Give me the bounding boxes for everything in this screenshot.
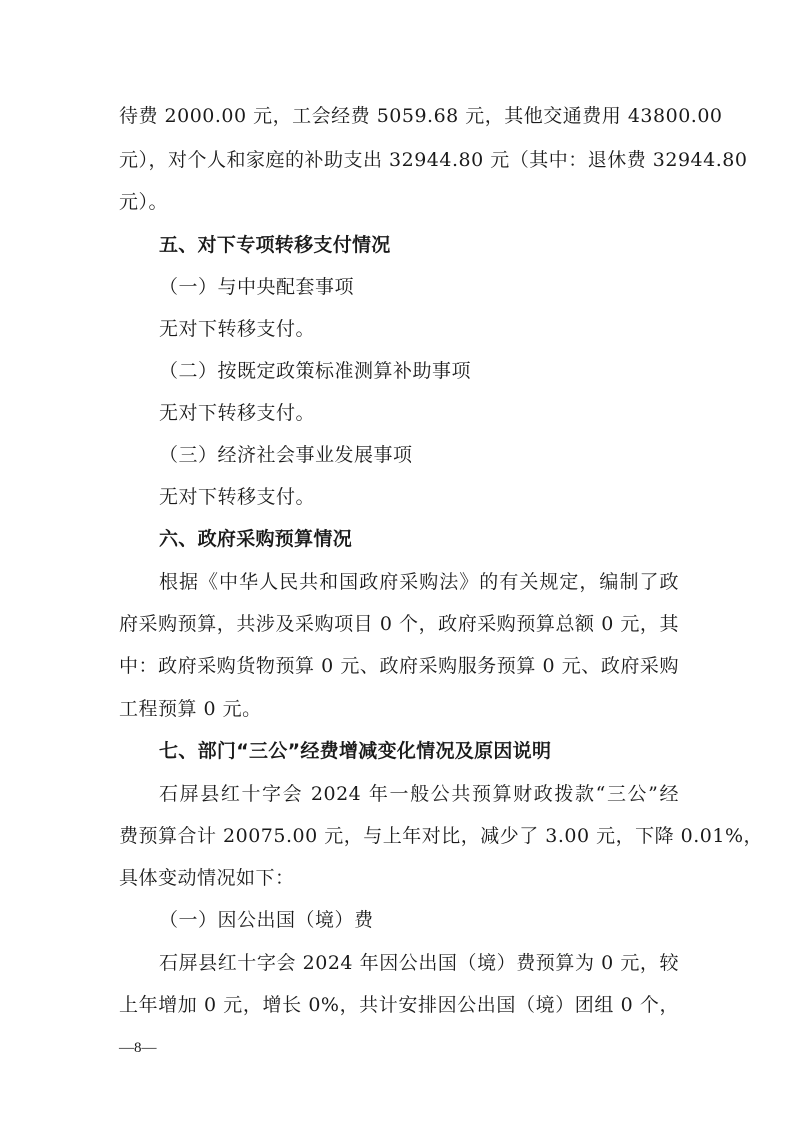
subsection-heading: （一）与中央配套事项 [159, 276, 355, 298]
body-text-line: 石屏县红十字会 2024 年因公出国（境）费预算为 0 元，较 [159, 952, 679, 974]
body-text-line: 元），对个人和家庭的补助支出 32944.80 元（其中：退休费 32944.80 [119, 149, 748, 171]
section-heading: 七、部门“三公”经费增减变化情况及原因说明 [159, 740, 552, 762]
body-text-line: 元）。 [119, 191, 169, 213]
body-text-line: 无对下转移支付。 [159, 402, 316, 424]
subsection-heading: （三）经济社会事业发展事项 [159, 444, 413, 466]
body-text-line: 无对下转移支付。 [159, 318, 316, 340]
body-text-line: 待费 2000.00 元，工会经费 5059.68 元，其他交通费用 43800.00 [119, 105, 723, 127]
body-text-line: 根据《中华人民共和国政府采购法》的有关规定，编制了政 [159, 571, 679, 593]
body-text-line: 工程预算 0 元。 [119, 698, 262, 720]
subsection-heading: （一）因公出国（境）费 [159, 909, 374, 931]
body-text-line: 具体变动情况如下： [119, 867, 295, 889]
section-heading: 六、政府采购预算情况 [159, 528, 353, 550]
body-text-line: 无对下转移支付。 [159, 486, 316, 508]
subsection-heading: （二）按既定政策标准测算补助事项 [159, 360, 472, 382]
section-heading: 五、对下专项转移支付情况 [159, 234, 391, 256]
page-number: —8— [119, 1040, 157, 1056]
body-text-line: 府采购预算，共涉及采购项目 0 个，政府采购预算总额 0 元，其 [119, 613, 679, 635]
body-text-line: 中：政府采购货物预算 0 元、政府采购服务预算 0 元、政府采购 [119, 655, 679, 677]
body-text-line: 石屏县红十字会 2024 年一般公共预算财政拨款“三公”经 [159, 783, 679, 805]
body-text-line: 费预算合计 20075.00 元，与上年对比，减少了 3.00 元，下降 0.01%， [119, 825, 764, 847]
body-text-line: 上年增加 0 元，增长 0%，共计安排因公出国（境）团组 0 个， [119, 994, 679, 1016]
